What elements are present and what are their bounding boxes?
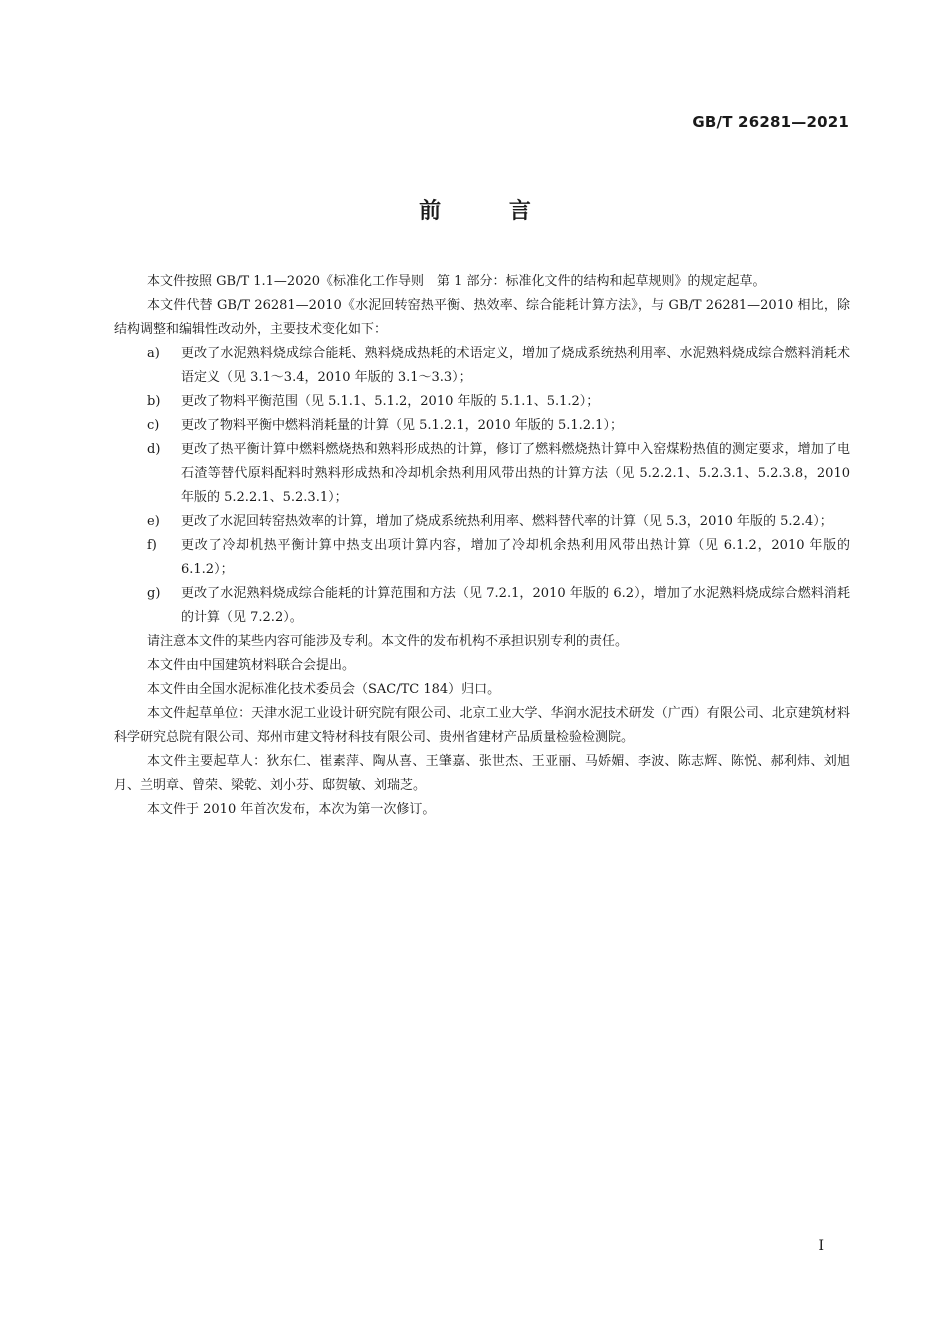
change-item-f: [114, 534, 850, 582]
change-item-b: [114, 390, 850, 414]
change-label: a): [147, 346, 160, 361]
change-label: f): [147, 538, 157, 553]
change-item-d: [114, 438, 850, 510]
paragraph-drafting-units: 本文件起草单位：天津水泥工业设计研究院有限公司、北京工业大学、华润水泥技术研发（广西）有限公司、北京建筑材料科学研究总院有限公司、郑州市建文特材科技有限公司、贵州省建材产品质量检验检测院。: [114, 706, 850, 745]
change-text: 更改了水泥熟料烧成综合能耗、熟料烧成热耗的术语定义，增加了烧成系统热利用率、水泥熟料烧成综合燃料消耗术语定义（见 3.1～3.4，2010 年版的 3.1～3.3）；: [181, 346, 850, 385]
change-text: 更改了冷却机热平衡计算中热支出项计算内容，增加了冷却机余热利用风带出热计算（见 6.1.2，2010 年版的 6.1.2）；: [181, 538, 850, 577]
paragraph-patent-notice: 请注意本文件的某些内容可能涉及专利。本文件的发布机构不承担识别专利的责任。: [147, 634, 629, 649]
standard-number: GB/T 26281—2021: [692, 113, 849, 131]
change-text: 更改了水泥熟料烧成综合能耗的计算范围和方法（见 7.2.1，2010 年版的 6.2），增加了水泥熟料烧成综合燃料消耗的计算（见 7.2.2）。: [181, 586, 850, 625]
change-label: c): [147, 418, 160, 433]
change-text: 更改了热平衡计算中燃料燃烧热和熟料形成热的计算，修订了燃料燃烧热计算中入窑煤粉热值的测定要求，增加了电石渣等替代原料配料时熟料形成热和冷却机余热利用风带出热的计算方法（见 5.2.2.1、5.2.3.1、5.2.3.8，2010 年版的 5.2.2.1、5.2.3.1）；: [181, 442, 850, 505]
change-label: e): [147, 514, 160, 529]
change-item-e: [114, 510, 850, 534]
page-number: I: [818, 1238, 824, 1254]
paragraph-administered-by: 本文件由全国水泥标准化技术委员会（SAC/TC 184）归口。: [147, 682, 501, 697]
paragraph-drafting-rules: 本文件按照 GB/T 1.1—2020《标准化工作导则 第 1 部分：标准化文件的结构和起草规则》的规定起草。: [147, 274, 766, 289]
document-body: [114, 270, 850, 822]
change-text: 更改了水泥回转窑热效率的计算，增加了烧成系统热利用率、燃料替代率的计算（见 5.3，2010 年版的 5.2.4）；: [181, 514, 833, 529]
change-item-a: [114, 342, 850, 390]
page-title: 前 言: [419, 199, 561, 224]
paragraph-proposed-by: 本文件由中国建筑材料联合会提出。: [147, 658, 356, 673]
change-label: d): [147, 442, 161, 457]
change-item-c: [114, 414, 850, 438]
paragraph-replaces: 本文件代替 GB/T 26281—2010《水泥回转窑热平衡、热效率、综合能耗计算方法》，与 GB/T 26281—2010 相比，除结构调整和编辑性改动外，主要技术变化如下：: [114, 298, 850, 337]
change-item-g: [114, 582, 850, 630]
change-text: 更改了物料平衡中燃料消耗量的计算（见 5.1.2.1，2010 年版的 5.1.2.1）；: [181, 418, 623, 433]
change-label: b): [147, 394, 161, 409]
paragraph-drafters: 本文件主要起草人：狄东仁、崔素萍、陶从喜、王肇嘉、张世杰、王亚丽、马娇媚、李波、陈志辉、陈悦、郝利炜、刘旭月、兰明章、曾荣、梁乾、刘小芬、邸贺敏、刘瑞芝。: [114, 754, 850, 793]
change-label: g): [147, 586, 161, 601]
paragraph-publication-history: 本文件于 2010 年首次发布，本次为第一次修订。: [147, 802, 436, 817]
change-text: 更改了物料平衡范围（见 5.1.1、5.1.2，2010 年版的 5.1.1、5.1.2）；: [181, 394, 600, 409]
